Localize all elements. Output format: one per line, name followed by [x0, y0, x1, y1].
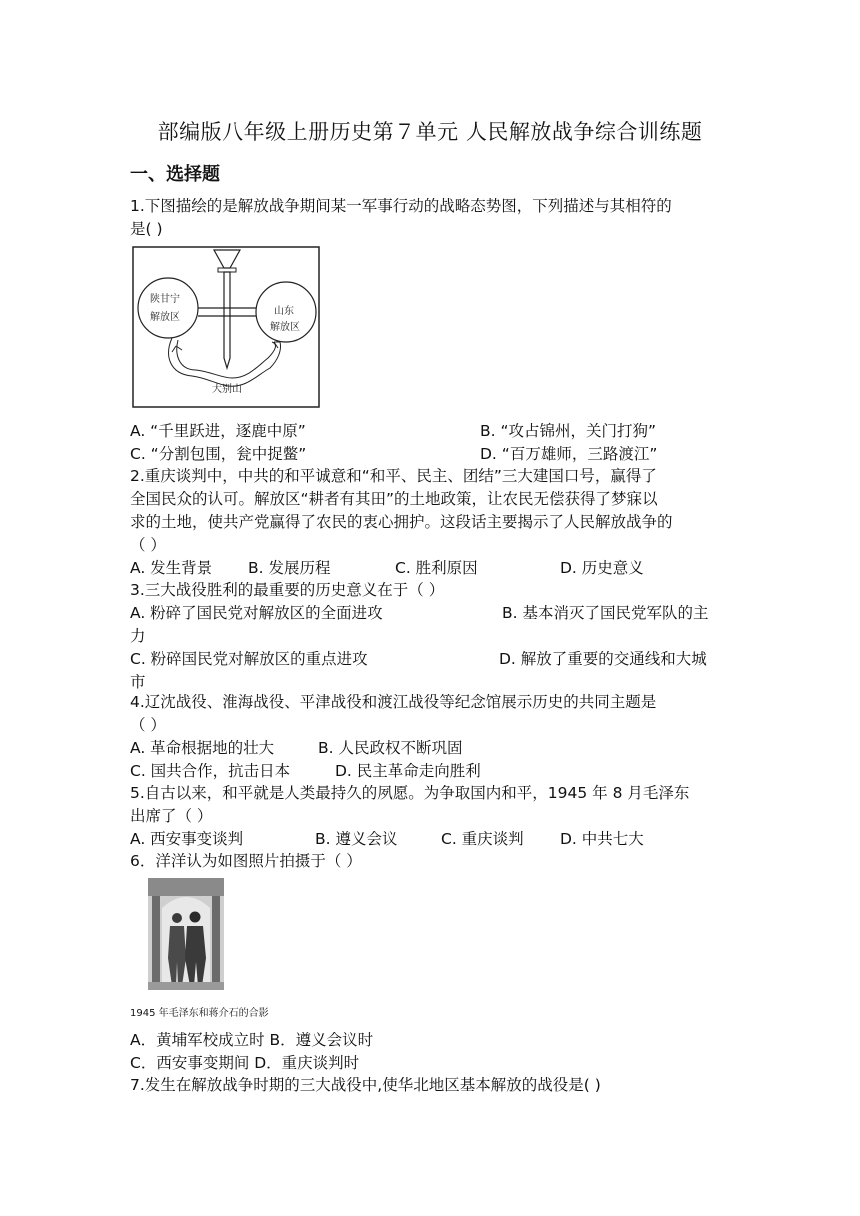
option-b[interactable]: B. 基本消灭了国民党军队的主: [502, 604, 709, 622]
option-a[interactable]: A. 西安事变谈判: [130, 830, 244, 848]
option-a[interactable]: A. “千里跃进，逐鹿中原”: [130, 422, 306, 440]
question-4: [130, 691, 735, 783]
question-text: 1.下图描绘的是解放战争期间某一军事行动的战略态势图，下列描述与其相符的: [130, 197, 672, 215]
question-text: 6．洋洋认为如图照片拍摄于（ ）: [130, 852, 362, 870]
question-text: 是( ): [130, 220, 163, 238]
map-label: 山东: [274, 306, 294, 317]
option-c[interactable]: C. 粉碎国民党对解放区的重点进攻: [130, 650, 368, 668]
question-text: 5.自古以来，和平就是人类最持久的夙愿。为争取国内和平，1945 年 8 月毛泽东: [130, 784, 690, 802]
option-c[interactable]: C. “分割包围，瓮中捉鳖”: [130, 445, 307, 463]
option-c[interactable]: C. 胜利原因: [395, 559, 478, 577]
question-text: 求的土地，使共产党赢得了农民的衷心拥护。这段话主要揭示了人民解放战争的: [130, 513, 673, 531]
section-heading: 一、选择题: [130, 164, 220, 185]
question-text: （ ）: [130, 716, 166, 734]
option-b-continued: 力: [130, 627, 146, 645]
option-c[interactable]: C. 国共合作，抗击日本: [130, 762, 291, 780]
question-5: [130, 782, 735, 851]
question-text: （ ）: [130, 536, 166, 554]
option-a[interactable]: A. 发生背景: [130, 559, 213, 577]
question-text: 全国民众的认可。解放区“耕者有其田”的土地政策，让农民无偿获得了梦寐以: [130, 490, 658, 508]
question-text: 7.发生在解放战争时期的三大战役中,使华北地区基本解放的战役是( ): [130, 1076, 601, 1094]
option-a[interactable]: A. 粉碎了国民党对解放区的全面进攻: [130, 604, 383, 622]
question-text: 3.三大战役胜利的最重要的历史意义在于（ ）: [130, 581, 445, 599]
option-d-continued: 市: [130, 673, 146, 691]
question-1-options: [130, 420, 735, 466]
question-3: [130, 579, 735, 694]
question-2: [130, 465, 735, 580]
option-b[interactable]: B. 人民政权不断巩固: [318, 739, 463, 757]
map-label: 解放区: [150, 312, 180, 323]
map-label: 大别山: [212, 384, 242, 395]
option-b[interactable]: B. 发展历程: [248, 559, 331, 577]
question-text: 4.辽沈战役、淮海战役、平津战役和渡江战役等纪念馆展示历史的共同主题是: [130, 693, 657, 711]
option-d[interactable]: D. 历史意义: [560, 559, 644, 577]
question-1: [130, 195, 735, 241]
question-6-options: [130, 1029, 735, 1075]
map-label: 解放区: [270, 322, 300, 333]
option-d[interactable]: D. 解放了重要的交通线和大城: [499, 650, 707, 668]
question-text: 出席了（ ）: [130, 807, 213, 825]
options-cd[interactable]: C．西安事变期间 D．重庆谈判时: [130, 1054, 360, 1072]
historical-photo: [148, 878, 224, 990]
option-d[interactable]: D. 民主革命走向胜利: [335, 762, 481, 780]
option-d[interactable]: D. 中共七大: [560, 830, 644, 848]
option-a[interactable]: A. 革命根据地的壮大: [130, 739, 275, 757]
photo-caption: 1945 年毛泽东和蒋介石的合影: [130, 1008, 269, 1019]
options-ab[interactable]: A．黄埔军校成立时 B．遵义会议时: [130, 1031, 374, 1049]
question-7: [130, 1074, 735, 1097]
map-label: 陕甘宁: [150, 294, 180, 305]
option-c[interactable]: C. 重庆谈判: [441, 830, 524, 848]
option-b[interactable]: B. “攻占锦州，关门打狗”: [480, 422, 657, 440]
document-title: 部编版八年级上册历史第７单元 人民解放战争综合训练题: [157, 120, 703, 144]
option-b[interactable]: B. 遵义会议: [315, 830, 398, 848]
option-d[interactable]: D. “百万雄师，三路渡江”: [480, 445, 658, 463]
strategic-map-figure: [132, 246, 320, 408]
question-6: [130, 850, 735, 873]
question-text: 2.重庆谈判中，中共的和平诚意和“和平、民主、团结”三大建国口号，赢得了: [130, 467, 657, 485]
